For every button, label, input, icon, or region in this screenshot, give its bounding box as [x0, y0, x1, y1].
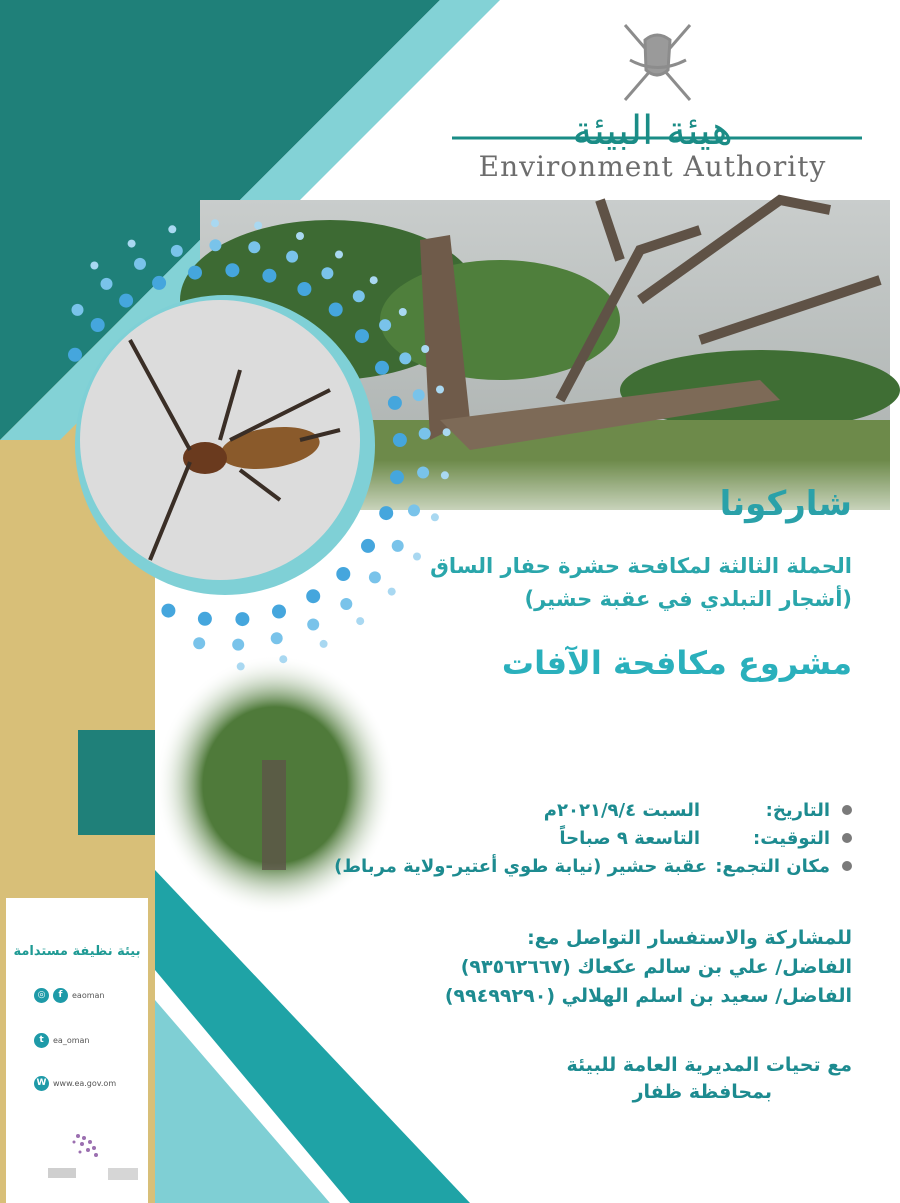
decorative-dot: [408, 504, 420, 516]
join-us-heading: شاركونا: [719, 484, 852, 524]
decorative-dot: [321, 267, 333, 279]
decorative-dot: [237, 662, 245, 670]
decorative-dot: [379, 506, 393, 520]
decorative-dot: [152, 276, 166, 290]
decorative-dot: [161, 604, 175, 618]
campaign-line-1: الحملة الثالثة لمكافحة حشرة حفار الساق: [430, 554, 852, 578]
decorative-dot: [335, 251, 343, 259]
oman-emblem: [625, 25, 690, 100]
decorative-dot: [232, 639, 244, 651]
decorative-dot: [356, 617, 364, 625]
decorative-dot: [431, 513, 439, 521]
detail-value: عقبة حشير (نيابة طوي أعتير-ولاية مرباط): [334, 855, 708, 877]
decorative-dot: [209, 239, 221, 251]
decorative-dot: [101, 278, 113, 290]
decorative-dot: [353, 290, 365, 302]
decorative-dot: [399, 308, 407, 316]
decorative-dot: [379, 319, 391, 331]
detail-label: مكان التجمع:: [715, 855, 830, 877]
decorative-dot: [320, 640, 328, 648]
decorative-dot: [436, 386, 444, 394]
bullet-icon: [842, 805, 852, 815]
decorative-dot: [336, 567, 350, 581]
decorative-dot: [72, 304, 84, 316]
decorative-dot: [297, 282, 311, 296]
decorative-dot: [370, 276, 378, 284]
detail-value: التاسعة ٩ صباحاً: [559, 827, 700, 849]
detail-time: [292, 824, 852, 852]
decorative-dot: [262, 269, 276, 283]
teal-bar-left: [78, 730, 155, 835]
decorative-dot: [441, 471, 449, 479]
decorative-dot: [419, 428, 431, 440]
decorative-dot: [355, 329, 369, 343]
twitter-handle[interactable]: ea_oman: [53, 1036, 90, 1045]
detail-date: [292, 796, 852, 824]
detail-label: التوقيت:: [753, 827, 830, 849]
instagram-icon[interactable]: ◎: [34, 988, 49, 1003]
detail-label: التاريخ:: [765, 799, 830, 821]
social-facebook-instagram[interactable]: [34, 988, 104, 1003]
decorative-dot: [399, 352, 411, 364]
project-name: مشروع مكافحة الآفات: [501, 644, 852, 682]
decorative-dot: [90, 262, 98, 270]
twitter-icon[interactable]: t: [34, 1033, 49, 1048]
decorative-dot: [340, 598, 352, 610]
contact-person-1: الفاضل/ علي بن سالم عكعاك (٩٣٥٦٢٦٦٧): [460, 956, 852, 978]
decorative-dot: [225, 263, 239, 277]
decorative-dot: [248, 241, 260, 253]
facebook-handle[interactable]: eaoman: [72, 991, 105, 1000]
decorative-dot: [198, 612, 212, 626]
campaign-title: [352, 550, 852, 615]
decorative-dot: [375, 361, 389, 375]
slogan: بيئة نظيفة مستدامة: [13, 944, 141, 959]
decorative-dot: [296, 232, 304, 240]
decorative-dot: [421, 345, 429, 353]
decorative-dot: [254, 222, 262, 230]
decorative-dot: [279, 655, 287, 663]
social-twitter[interactable]: [34, 1033, 89, 1048]
decorative-dot: [91, 318, 105, 332]
contact-intro: للمشاركة والاستفسار التواصل مع:: [527, 927, 852, 949]
decorative-dot: [271, 632, 283, 644]
decorative-dot: [128, 240, 136, 248]
facebook-icon[interactable]: f: [53, 988, 68, 1003]
decorative-dot: [286, 251, 298, 263]
greeting-line-2: بمحافظة ظفار: [632, 1081, 772, 1103]
contact-info: [352, 924, 852, 1011]
partner-logos: [38, 1128, 148, 1188]
detail-location: [292, 852, 852, 880]
bullet-icon: [842, 833, 852, 843]
decorative-dot: [168, 225, 176, 233]
website-link[interactable]: www.ea.gov.om: [53, 1079, 117, 1088]
decorative-dot: [211, 219, 219, 227]
logo-english: Environment Authority: [478, 150, 827, 183]
decorative-dot: [188, 266, 202, 280]
event-details: [292, 796, 852, 880]
decorative-dot: [306, 589, 320, 603]
decorative-dot: [329, 303, 343, 317]
campaign-line-2: (أشجار التبلدي في عقبة حشير): [524, 586, 852, 611]
decorative-dot: [193, 637, 205, 649]
social-website[interactable]: [34, 1076, 116, 1091]
decorative-dot: [417, 467, 429, 479]
greeting-line-1: مع تحيات المديرية العامة للبيئة: [566, 1054, 852, 1076]
detail-value: السبت ٢٠٢١/٩/٤م: [543, 799, 700, 821]
decorative-dot: [413, 389, 425, 401]
decorative-dot: [388, 396, 402, 410]
decorative-dot: [235, 612, 249, 626]
decorative-dot: [171, 245, 183, 257]
decorative-dot: [68, 348, 82, 362]
decorative-dot: [119, 294, 133, 308]
greeting: [452, 1052, 852, 1106]
globe-icon[interactable]: W: [34, 1076, 49, 1091]
decorative-dot: [390, 470, 404, 484]
contact-person-2: الفاضل/ سعيد بن اسلم الهلالي (٩٩٤٩٩٢٩٠): [444, 985, 852, 1007]
decorative-dot: [134, 258, 146, 270]
logo-arabic: هيئة البيئة: [572, 108, 733, 154]
decorative-dot: [393, 433, 407, 447]
decorative-dot: [272, 605, 286, 619]
decorative-dot: [307, 619, 319, 631]
bullet-icon: [842, 861, 852, 871]
decorative-dot: [443, 428, 451, 436]
